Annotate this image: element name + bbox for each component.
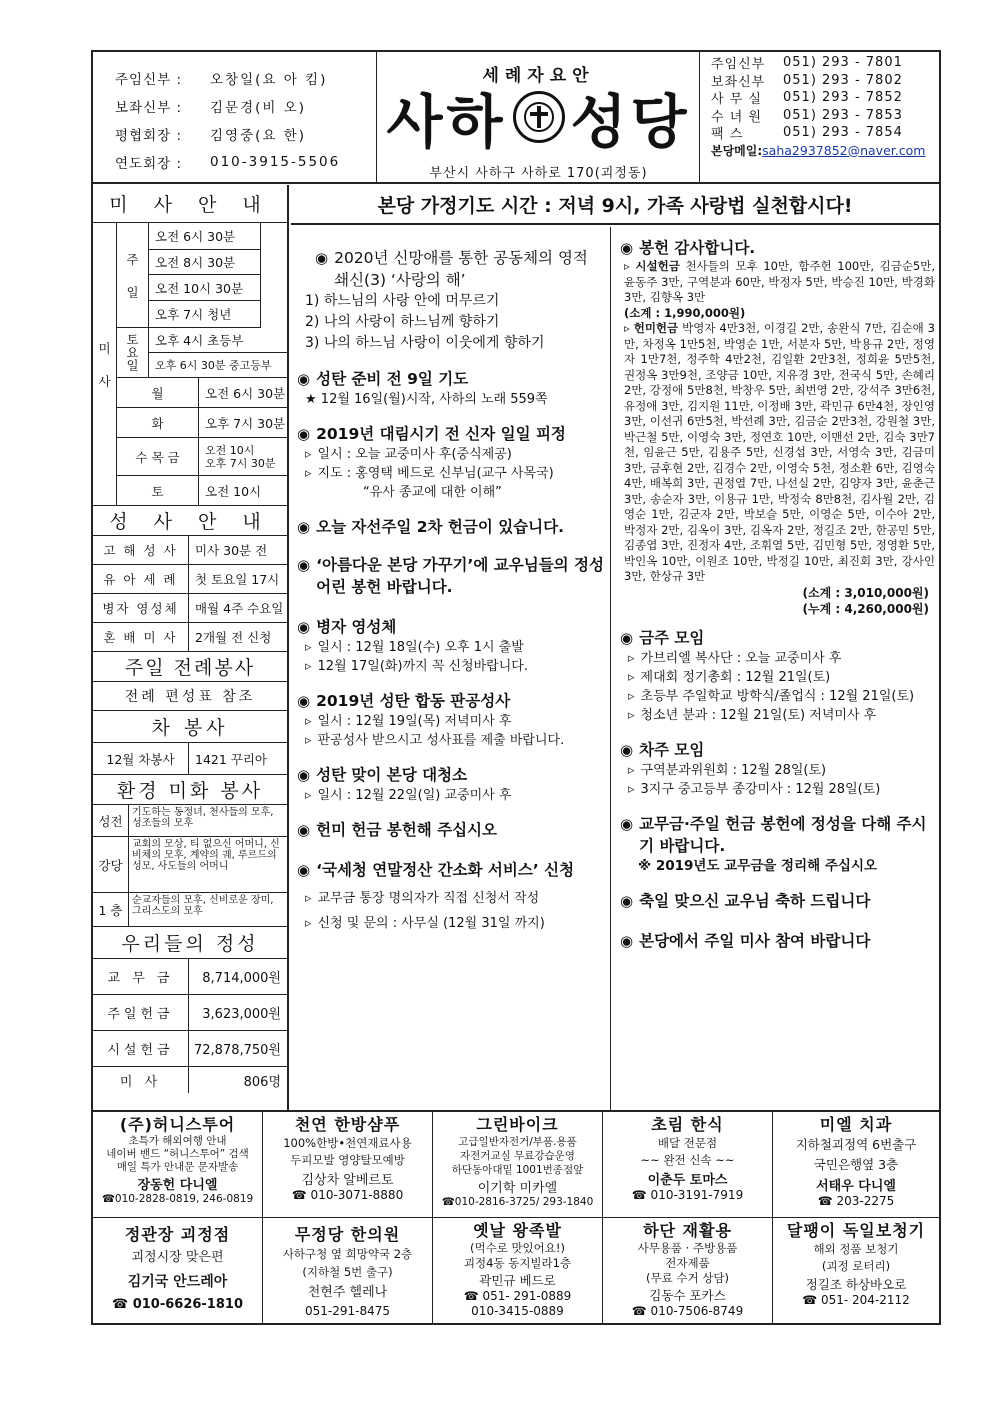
liturgy-title: 주일 전례봉사 [93,652,287,682]
sacrament-row: 유 아 세 례 첫 토요일 17시 [93,565,287,594]
offering-row: 교 무 금 8,714,000원 [93,959,287,995]
ad-box: 초림 한식 배달 전문점 ~~ 완전 신속 ~~ 이춘두 토마스 ☎ 010-3191-7919 [603,1112,773,1218]
mass-time: 오후 6시 30분 중고등부 [149,353,289,378]
mass-time: 오후 4시 초등부 [149,328,289,353]
notice-next-week: ◉ 차주 모임 ▹ 구역분과위원회 : 12월 28일(토) ▹ 3지구 중고등부 종강미사 : 12월 28일(토) [620,739,935,799]
bulletin-page [91,50,941,1325]
weekday-label: 월 [117,378,199,408]
sacrament-row: 혼 배 미 사 2개월 전 신청 [93,623,287,652]
sidebar [93,185,289,1110]
offering-title: 우리들의 정성 [93,927,287,959]
env-row: 성전 기도하는 동정녀, 천사들의 모후, 성조들의 모후 [93,805,287,837]
ad-box: 하단 재활용 사무용품 · 주방용품 전자제품 (무료 수거 상담) 김동수 포카스 ☎ 010-7506-8749 [603,1218,773,1325]
staff-row: 주임신부 : 오창일(요 아 킴) [115,72,328,88]
main-content [291,185,939,1110]
bullet-icon: ◉ [297,518,311,536]
contact-row: 팩 스 051) 293 - 7854 [711,125,903,143]
mass-time: 오전 10시 오후 7시 30분 [199,438,289,476]
bullet-icon: ◉ [620,931,634,950]
bullet-icon: ◉ [315,249,329,267]
mass-title: 미 사 안 내 [93,185,287,223]
mass-time: 오전 6시 30분 [199,378,289,408]
sacrament-row: 병자 영성체 매월 4주 수요일 [93,594,287,623]
staff-row: 평협회장 : 김영중(요 한) [115,128,307,144]
env-row: 1 층 순교자들의 모후, 신비로운 장미, 그리스도의 모후 [93,893,287,927]
notice-tithe: ◉ 교무금·주일 헌금 봉헌에 정성을 다해 주시기 바랍니다. ※ 2019년도 교무금을 정리해 주십시오 [620,814,927,874]
mass-time: 오후 7시 30분 [199,408,289,438]
notice-attend: ◉ 본당에서 주일 미사 참여 바랍니다 [620,931,871,950]
contact-list [701,52,939,182]
facility-offering-list: ▹ 시설헌금 천사들의 모후 10만, 함주헌 100만, 김금순5만, 윤동주 3만, 구역분과 60만, 박정자 5만, 박승진 10만, 박경화 3만, 김향옥 3만 [624,259,936,304]
offering-row: 시설헌금 72,878,750원 [93,1031,287,1067]
notice-renewal: ◉ 2020년 신망애를 통한 공동체의 영적 쇄신(3) ‘사랑의 해’ 1) 하느님의 사랑 안에 머무르기 2) 나의 사랑이 하느님께 향하기 3) 나의 하느님 사랑이 이웃에게 향하기 [305,249,588,351]
bullet-icon: ◉ [620,628,634,647]
bullet-icon: ◉ [297,861,311,879]
weekday-label: 화 [117,408,199,438]
church-name [378,86,699,156]
ad-box: (주)허니스투어 초특가 해외여행 안내 네이버 밴드 “허니스투어” 검색 매일 특가 안내문 문자발송 장동헌 다니엘 ☎010-2828-0819, 246-0819 [93,1112,263,1218]
offering-row: 주일헌금 3,623,000원 [93,995,287,1031]
church-logo-icon [513,91,565,143]
notice-second-collection: ◉ 오늘 자선주일 2차 헌금이 있습니다. [297,518,564,536]
car-row: 12월 차봉사 1421 꾸리아 [93,743,287,775]
email-link[interactable]: saha2937852@naver.com [762,142,926,158]
notice-beautiful: ◉ ‘아름다운 본당 가꾸기’에 교우님들의 정성 어린 봉헌 바랍니다. [297,556,604,596]
ad-box: 옛날 왕족발 (먹수로 맛있어요!) 괴정4동 동지빌라1층 곽민규 베드로 ☎ 051- 291-0889 010-3415-0889 [433,1218,603,1325]
notice-penance: ◉ 2019년 성탄 합동 판공성사 ▹ 일시 : 12월 19일(목) 저녁미사 후 ▹ 판공성사 받으시고 성사표를 제출 바랍니다. [297,690,606,750]
bullet-icon: ◉ [620,814,634,833]
bullet-icon: ◉ [297,618,311,636]
env-title: 환경 미화 봉사 [93,775,287,805]
ad-box: 그린바이크 고급일반자전거/부품.용품 자전거교실 무료강습운영 하단동아대밑 1001번종점앞 이기학 미카엘 ☎010-2816-3725/ 293-1840 [433,1112,603,1218]
bullet-icon: ◉ [620,740,634,759]
church-name-part: 사하 [386,88,507,156]
email-row: 본당메일: saha2937852@naver.com [711,142,926,158]
bullet-icon: ◉ [297,425,311,443]
church-name-part: 성당 [570,88,691,156]
header [93,52,939,184]
ad-box: 달팽이 독일보청기 해외 정품 보청기 (괴정 로터리) 정길조 하상바오로 ☎ 051- 204-2112 [786,1221,926,1307]
bullet-icon: ◉ [297,692,311,710]
contact-row: 사 무 실 051) 293 - 7852 [711,90,903,108]
env-row: 강당 교회의 모상, 티 없으신 어머니, 신비체의 모후, 계약의 궤, 루르드의 성모, 사도들의 어머니 [93,837,287,893]
ad-box: 미엘 치과 지하철괴정역 6번출구 국민은행옆 3층 서태우 다니엘 ☎ 203-2275 [773,1112,939,1218]
mass-time: 오후 7시 청년 [149,301,261,328]
contact-row: 주임신부 051) 293 - 7801 [711,55,903,73]
bullet-icon: ◉ [297,556,311,574]
church-address: 부산시 사하구 사하로 170(괴정동) [429,166,648,181]
notice-this-week: ◉ 금주 모임 ▹ 가브리엘 복사단 : 오늘 교중미사 후 ▹ 제대회 정기총회 : 12월 21일(토) ▹ 초등부 주일학교 방학식/졸업식 : 12월 21일(토) ▹ 청소년 분과 : 12월 21일(토) 저녁미사 후 [620,627,935,725]
mass-time: 오전 10시 30분 [149,275,261,301]
staff-row: 연도회장 : 010-3915-5506 [115,154,341,172]
car-title: 차 봉사 [93,711,287,743]
notice-feast: ◉ 축일 맞으신 교우님 축하 드립니다 [620,891,871,910]
contact-row: 수 녀 원 051) 293 - 7853 [711,107,903,125]
mass-time: 오전 6시 30분 [149,223,261,250]
mass-time: 오전 10시 [199,476,289,506]
notice-advent: ◉ 2019년 대림시기 전 신자 일일 피정 ▹ 일시 : 오늘 교중미사 후(중식제공) ▹ 지도 : 홍영택 베드로 신부님(교구 사목국) “유사 종교에 대한 이해” [297,423,606,502]
masthead [378,52,700,182]
prayer-banner: 본당 가정기도 시간 : 저녁 9시, 가족 사랑법 실천합시다! [291,185,939,225]
ad-box: 천연 한방샴푸 100%한방•천연재료사용 두피모발 영양탈모예방 김상차 알베르토 ☎ 010-3071-8880 [263,1112,433,1218]
bullet-icon: ◉ [297,766,311,784]
weekday-label: 토 [117,476,199,506]
notice-novena: ◉ 성탄 준비 전 9일 기도 ★ 12월 16일(월)시작, 사하의 노래 559쪽 [297,370,548,407]
mass-label: 미 사 [93,223,117,506]
ad-box: 정관장 괴정점 괴정시장 맞은편 김기국 안드레아 ☎ 010-6626-1810 [93,1218,263,1325]
staff-list [93,52,377,182]
ads-section [93,1110,939,1323]
bullet-icon: ◉ [297,370,311,388]
offering-row: 미 사 806명 [93,1067,287,1093]
right-column [612,227,939,1110]
sacrament-title: 성 사 안 내 [93,506,287,536]
notice-rice-offering: ◉ 헌미 헌금 봉헌해 주십시오 [297,821,497,839]
notice-tax-service: ◉ ‘국세청 연말정산 간소화 서비스’ 신청 ▹ 교무금 통장 명의자가 직접 신청서 작성 ▹ 신청 및 문의 : 사무실 (12월 31일 까지) [297,859,606,933]
masthead-subtitle: 세례자요안 [482,66,595,86]
left-column [291,227,611,1110]
saturday-label: 토 요 일 [117,328,149,378]
rice-offering-list: ▹ 헌미헌금 박영자 4만3천, 이경길 2만, 송완식 7만, 김순애 3만, 차정옥 1만5천, 박영순 1만, 서분자 5만, 박용규 2만, 정영자 1만7천, 정주학 4만2천, 김일환 2만3천, 정희윤 5만5천, 권정옥 3만9천, 조양금 10만, 지유경 3만, 전국식 5만, 손혜리 2만, 강정애 5만8천, 박창우 5만, 최번영 2만, 강석주 3만6천, 유정애 3만, 김지원 11만, 이정배 3만, 곽민규 6만4천, 장인영 3만, 이선귀 6만5천, 박선례 3만, 김금순 2만3천, 강원철 3만, 박근철 5만, 이영숙 3만, 정연호 10만, 이맨선 2만, 김숙 3만7천, 임윤근 5만, 김용주 5만, 신경섭 3만, 서영숙 3만, 김금미 3만, 금후현 2만, 김경수 2만, 이영숙 5천, 정소환 6만, 김영숙 4만, 배복희 3만, 권정열 7만, 나선실 2만, 김양자 3만, 윤춘근 3만, 송순자 3만, 이용규 1만, 박정숙 8만8천, 김사월 2만, 김영순 1만, 김군자 2만, 박보슬 5만, 이영순 5만, 이수아 2만, 박정자 2만, 김옥이 3만, 김옥자 2만, 정길조 2만, 한공민 5만, 김종엽 3만, 진정자 4만, 조휘열 5만, 김민형 5만, 정영환 5만, 박인옥 10만, 이원조 10만, 박정길 10만, 최진회 3만, 강사인 3만, 한상규 3만 [624,321,935,583]
bullet-icon: ◉ [297,821,311,839]
sacrament-row: 고 해 성 사 미사 30분 전 [93,536,287,565]
notice-sick-communion: ◉ 병자 영성체 ▹ 일시 : 12월 18일(수) 오후 1시 출발 ▹ 12월 17일(화)까지 꼭 신청바랍니다. [297,616,606,676]
bullet-icon: ◉ [620,891,634,910]
mass-time: 오전 8시 30분 [149,250,261,275]
sunday-label: 주 일 [117,223,149,328]
contact-row: 보좌신부 051) 293 - 7802 [711,72,903,90]
notice-thanks: ◉ 봉헌 감사합니다. ▹ 시설헌금 천사들의 모후 10만, 함주헌 100만, 김금순5만, 윤동주 3만, 구역분과 60만, 박정자 5만, 박승진 10만, 박경화 3만, 김향옥 3만 (소계 : 1,990,000원) ▹ 헌미헌금 박영자 4만3천, 이경길 2만, 송완식 7만, 김순애 3만, 차정옥 1만5천, 박영순 1만, 서분자 5만, 박용규 2만, 정영자 1만7천, 정주학 4만2천, 김일환 2만3천, 정희윤 5만5천, 권정옥 3만9천, 조양금 10만, 지유경 3만, 전국식 5만, 손혜리 2만, 강정애 5만8천, 박창우 5만, 최번영 2만, 강석주 3만6천, 유정애 3만, 김지원 11만, 이정배 3만, 곽민규 6만4천, 장인영 3만, 이선귀 6만5천, 박선례 3만, 김금순 2만3천, 강원철 3만, 박근철 5만, 이영숙 3만, 정연호 10만, 이맨선 2만, 김숙 3만7천, 임윤근 5만, 김용주 5만, 신경섭 3만, 서영숙 3만, 김금미 3만, 금후현 2만, 김경수 2만, 이영숙 5천, 정소환 6만, 김영숙 4만, 배복희 3만, 권정열 7만, 나선실 2만, 김양자 3만, 윤춘근 3만, 송순자 3만, 이용규 1만, 박정숙 8만8천, 김사월 2만, 김영순 1만, 김군자 2만, 박보슬 5만, 이영순 5만, 이수아 2만, 박정자 2만, 김옥이 3만, 김옥자 2만, 정길조 2만, 한공민 5만, 김종엽 3만, 진정자 4만, 조휘열 5만, 김민형 5만, 정영환 5만, 박인옥 10만, 이원조 10만, 박정길 10만, 최진회 3만, 강사인 3만, 한상규 3만 (소계 : 3,010,000원) (누계 : 4,260,000원) [620,239,936,616]
weekday-label: 수 목 금 [117,438,199,476]
mass-schedule [93,223,287,506]
bullet-icon: ◉ [620,239,634,257]
staff-row: 보좌신부 : 김문경(비 오) [115,100,307,116]
liturgy-text: 전례 편성표 참조 [93,682,287,711]
notice-cleaning: ◉ 성탄 맞이 본당 대청소 ▹ 일시 : 12월 22일(일) 교중미사 후 [297,764,606,805]
ad-box: 무정당 한의원 사하구청 옆 희망약국 2층 (지하철 5번 출구) 천현주 헬레나 051-291-8475 [263,1218,433,1325]
